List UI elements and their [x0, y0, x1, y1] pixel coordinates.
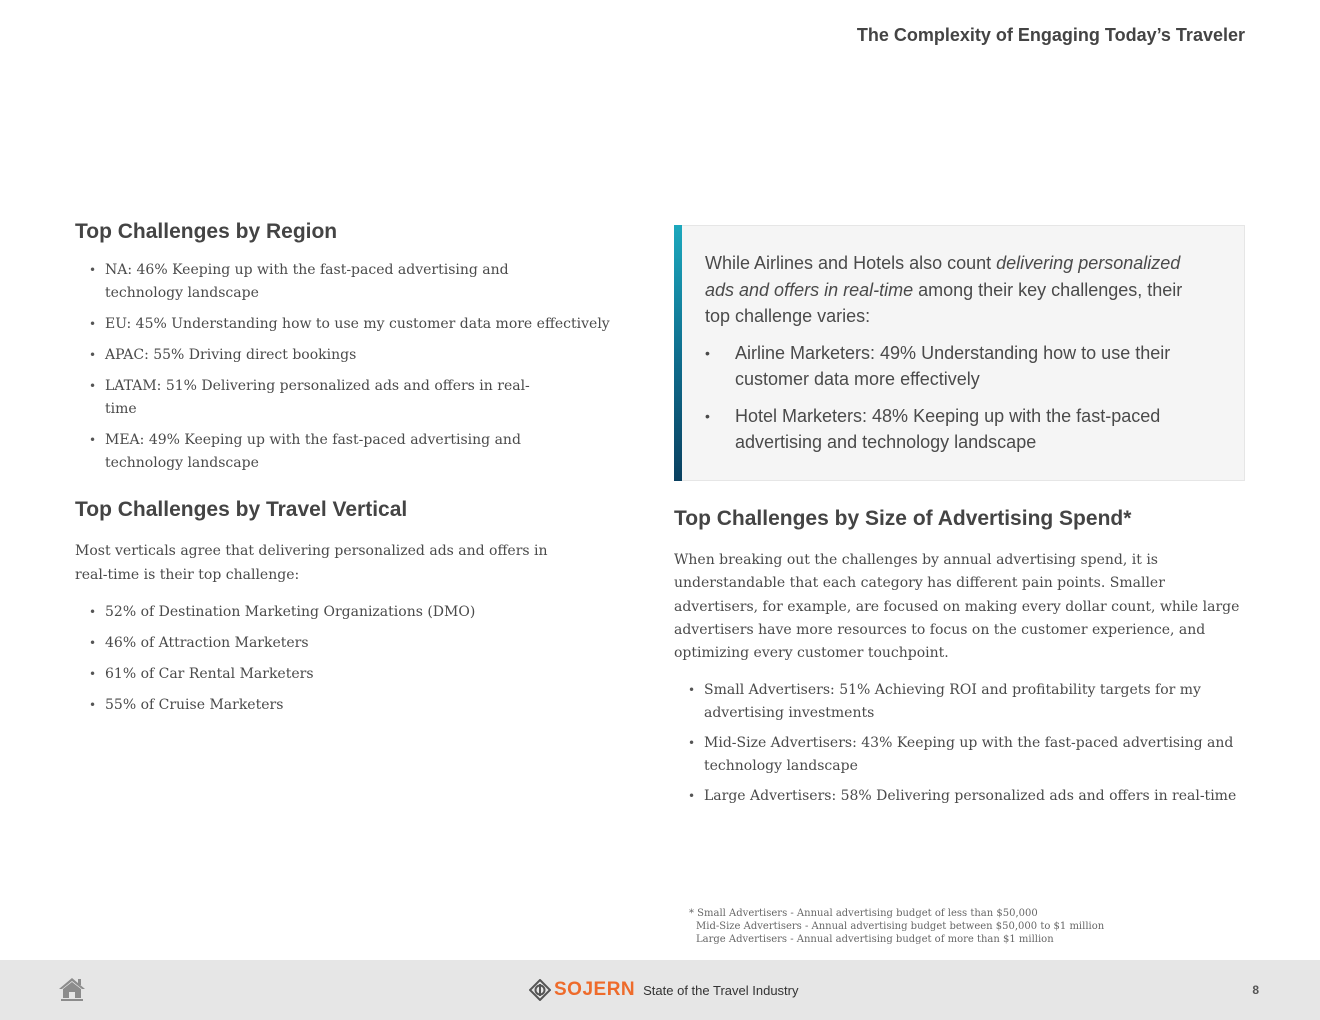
- page-title: The Complexity of Engaging Today’s Traveler: [856, 25, 1245, 45]
- callout-box: [674, 225, 1245, 481]
- list-item: • Hotel Marketers: 48% Keeping up with the fast-paced advertising and technology landscape: [705, 403, 1204, 456]
- vertical-list: [75, 601, 615, 717]
- callout-list: [705, 340, 1204, 456]
- list-item: • MEA: 49% Keeping up with the fast-paced advertising and technology landscape: [75, 429, 545, 475]
- list-item: • Small Advertisers: 51% Achieving ROI and profitability targets for my advertising investments: [674, 679, 1245, 725]
- left-column: [75, 220, 615, 725]
- list-item: • EU: 45% Understanding how to use my customer data more effectively: [75, 313, 615, 336]
- list-item: • 52% of Destination Marketing Organizations (DMO): [75, 601, 615, 624]
- report-title: State of the Travel Industry: [643, 982, 799, 998]
- footnote-line: Large Advertisers - Annual advertising budget of more than $1 million: [696, 934, 1054, 945]
- region-heading: Top Challenges by Region: [75, 220, 338, 243]
- region-list: [75, 259, 615, 475]
- callout-text: [705, 250, 1204, 330]
- footnote-line: * Small Advertisers - Annual advertising budget of less than $50,000: [689, 908, 1038, 919]
- brand: [529, 977, 799, 1003]
- footnote-line: Mid-Size Advertisers - Annual advertising budget between $50,000 to $1 million: [696, 921, 1105, 932]
- spend-heading: Top Challenges by Size of Advertising Spend*: [674, 507, 1132, 530]
- footnote: [689, 907, 1104, 946]
- spend-intro: When breaking out the challenges by annual advertising spend, it is understandable that each category has different pain points. Smaller advertisers, for example, are focused on making every dollar count, while large advertisers have more resources to focus on the customer experience, and optimizing every customer touchpoint.: [674, 552, 1240, 662]
- vertical-intro: Most verticals agree that delivering personalized ads and offers in real-time is their top challenge:: [75, 543, 548, 583]
- list-item: • Airline Marketers: 49% Understanding how to use their customer data more effectively: [705, 340, 1204, 393]
- home-icon[interactable]: [58, 976, 86, 1002]
- list-item: • APAC: 55% Driving direct bookings: [75, 344, 545, 367]
- list-item: • Large Advertisers: 58% Delivering personalized ads and offers in real-time: [674, 785, 1245, 808]
- list-item: • 46% of Attraction Marketers: [75, 632, 615, 655]
- spend-list: [674, 679, 1245, 808]
- callout-text-emphasis: delivering personalized ads and offers in real-time: [705, 253, 1181, 300]
- sojern-logo: [529, 979, 635, 1001]
- callout-text-before: While Airlines and Hotels also count: [705, 253, 997, 273]
- list-item: • NA: 46% Keeping up with the fast-paced advertising and technology landscape: [75, 259, 545, 305]
- list-item: • 55% of Cruise Marketers: [75, 694, 615, 717]
- list-item: • Mid-Size Advertisers: 43% Keeping up with the fast-paced advertising and technology landscape: [674, 732, 1245, 778]
- callout-text-after: among their key challenges, their top challenge varies:: [705, 279, 1183, 326]
- footer-bar: [0, 960, 1320, 1020]
- list-item: • 61% of Car Rental Marketers: [75, 663, 615, 686]
- page-number: 8: [1252, 983, 1259, 997]
- vertical-heading: Top Challenges by Travel Vertical: [75, 498, 408, 521]
- brand-name: SOJERN: [554, 979, 636, 1000]
- sojern-logo-icon: [529, 979, 551, 1001]
- right-column: [674, 225, 1245, 815]
- list-item: • LATAM: 51% Delivering personalized ads and offers in real-time: [75, 375, 545, 421]
- callout-accent-bar: [674, 225, 682, 481]
